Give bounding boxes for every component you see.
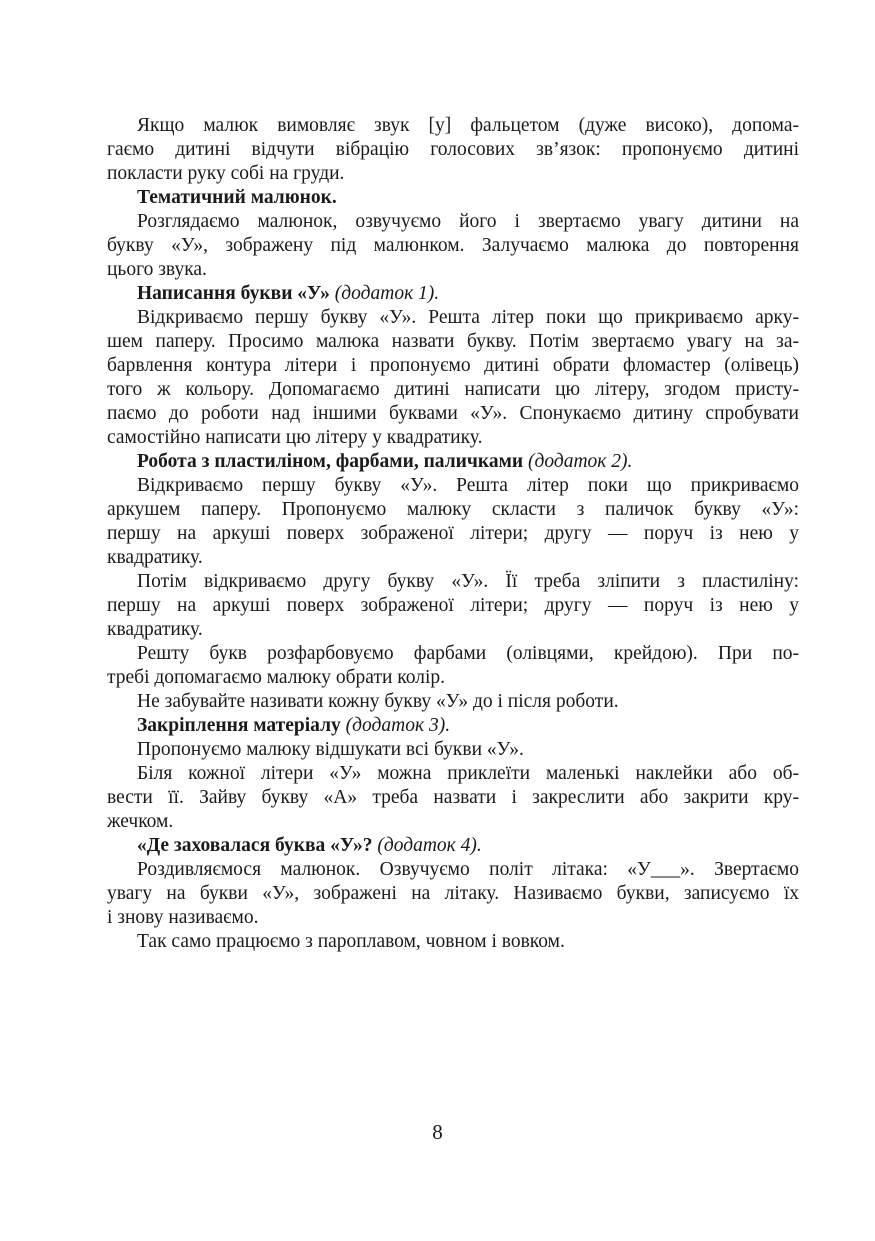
page-number: 8 bbox=[432, 1120, 443, 1144]
text-line: Відкриваємо першу букву «У». Решта літер поки що прикриваємо bbox=[137, 475, 799, 496]
text-line: квадратику. bbox=[107, 547, 203, 568]
paragraph bbox=[107, 474, 799, 570]
section-heading-title: «Де заховалася буква «У»? bbox=[137, 835, 373, 856]
section-heading bbox=[107, 282, 799, 306]
paragraph bbox=[107, 642, 799, 690]
section-heading-title: Написання букви «У» bbox=[137, 283, 330, 304]
text-line: і знову називаємо. bbox=[107, 907, 259, 928]
paragraph bbox=[107, 762, 799, 834]
text-line: першу на аркуші поверх зображеної літери; другу — поруч із нею у bbox=[107, 523, 799, 544]
text-line: Біля кожної літери «У» можна приклеїти маленькі наклейки або об- bbox=[137, 763, 799, 784]
section-heading-reference: (додаток 3). bbox=[345, 715, 451, 736]
paragraph bbox=[107, 210, 799, 282]
text-line: аркушем паперу. Пропонуємо малюку скласти з паличок букву «У»: bbox=[107, 499, 799, 520]
section-heading bbox=[107, 834, 799, 858]
text-line: Розглядаємо малюнок, озвучуємо його і звертаємо увагу дитини на bbox=[137, 211, 799, 232]
section-heading bbox=[107, 450, 799, 474]
text-line: Якщо малюк вимовляє звук [у] фальцетом (дуже високо), допома- bbox=[137, 115, 799, 136]
text-line: того ж кольору. Допомагаємо дитині написати цю літеру, згодом присту- bbox=[107, 379, 799, 400]
paragraph bbox=[107, 690, 799, 714]
text-line: квадратику. bbox=[107, 619, 203, 640]
text-line: гаємо дитині відчути вібрацію голосових зв’язок: пропонуємо дитині bbox=[107, 139, 799, 160]
text-line: Не забувайте називати кожну букву «У» до і після роботи. bbox=[137, 691, 619, 712]
paragraph bbox=[107, 114, 799, 186]
text-line: Відкриваємо першу букву «У». Решта літер поки що прикриваємо арку- bbox=[137, 307, 799, 328]
section-heading-title: Закріплення матеріалу bbox=[137, 715, 341, 736]
text-line: паємо до роботи над іншими буквами «У». Спонукаємо дитину спробувати bbox=[107, 403, 799, 424]
text-line: самостійно написати цю літеру у квадратику. bbox=[107, 427, 483, 448]
section-heading-reference: (додаток 1). bbox=[334, 283, 440, 304]
paragraph bbox=[107, 306, 799, 450]
text-line: Так само працюємо з пароплавом, човном і вовком. bbox=[137, 931, 565, 952]
section-heading bbox=[107, 186, 799, 210]
text-line: требі допомагаємо малюку обрати колір. bbox=[107, 667, 446, 688]
text-line: шем паперу. Просимо малюка назвати букву. Потім звертаємо увагу на за- bbox=[107, 331, 799, 352]
paragraph bbox=[107, 858, 799, 930]
text-line: цього звука. bbox=[107, 259, 207, 280]
text-line: Решту букв розфарбовуємо фарбами (олівцями, крейдою). При по- bbox=[137, 643, 799, 664]
section-heading-title: Робота з пластиліном, фарбами, паличками bbox=[137, 451, 524, 472]
text-line: Потім відкриваємо другу букву «У». Її треба зліпити з пластиліну: bbox=[137, 571, 799, 592]
paragraph bbox=[107, 738, 799, 762]
section-heading bbox=[107, 714, 799, 738]
text-line: букву «У», зображену під малюнком. Залучаємо малюка до повторення bbox=[107, 235, 799, 256]
text-line: вести її. Зайву букву «А» треба назвати і закреслити або закрити кру- bbox=[107, 787, 799, 808]
paragraph bbox=[107, 930, 799, 954]
text-line: барвлення контура літери і пропонуємо дитині обрати фломастер (олівець) bbox=[107, 355, 799, 376]
text-line: покласти руку собі на груди. bbox=[107, 163, 345, 184]
section-heading-reference: (додаток 2). bbox=[527, 451, 633, 472]
section-heading-reference: (додаток 4). bbox=[377, 835, 482, 856]
text-line: жечком. bbox=[107, 811, 174, 832]
text-line: Роздивляємося малюнок. Озвучуємо політ літака: «У___». Звертаємо bbox=[137, 859, 799, 880]
text-line: Пропонуємо малюку відшукати всі букви «У». bbox=[137, 739, 524, 760]
page-body bbox=[107, 114, 799, 954]
paragraph bbox=[107, 570, 799, 642]
text-line: увагу на букви «У», зображені на літаку. Називаємо букви, записуємо їх bbox=[107, 883, 799, 904]
text-line: першу на аркуші поверх зображеної літери; другу — поруч із нею у bbox=[107, 595, 799, 616]
section-heading-title: Тематичний малюнок. bbox=[137, 187, 337, 208]
